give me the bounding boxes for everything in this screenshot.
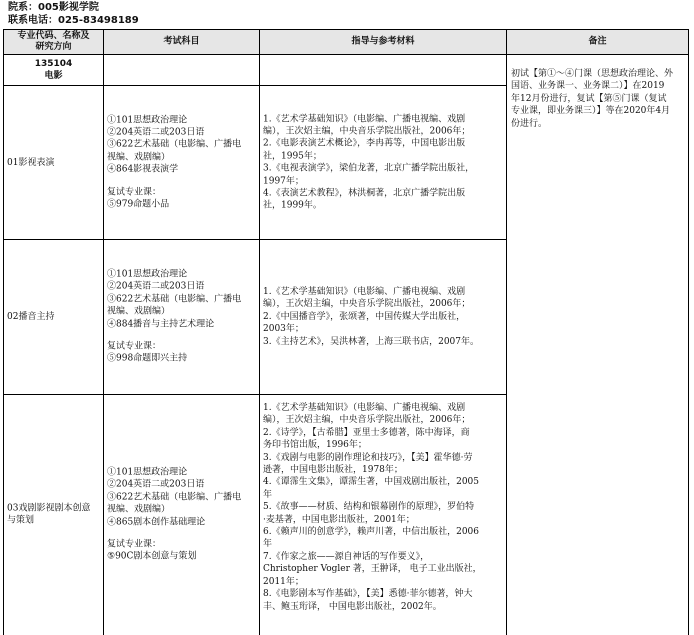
ref-line: 6.《赖声川的创意学》，赖声川著，中信出版社，2006 [263,527,479,538]
ref-line: 8.《电影剧本写作基础》，【美】悉德·菲尔德著，钟大 [263,589,473,600]
direction-03-name-cell [3,394,104,635]
ref-line: 2003年； [263,324,304,335]
subject-item: 视编、戏剧编） [107,152,171,163]
col-header-major-line1: 专业代码、名称及 [17,31,90,41]
ref-line: 年 [263,489,273,500]
col-header-major [3,29,104,55]
subject-item: 视编、戏剧编） [107,504,171,515]
ref-line: 年 [263,539,273,550]
ref-line: 丰、鲍玉珩译， 中国电影出版社，2002年。 [263,601,442,612]
major-code-cell [3,54,104,86]
major-refs-empty [259,54,507,86]
ref-line: 编），王次炤主编，中央音乐学院出版社，2006年； [263,299,471,310]
direction-01-name-cell [3,85,104,240]
direction-03-name-line1: 03戏剧影视剧本创意 [7,503,91,514]
col-header-remark [506,29,689,55]
ref-line: ·麦基著，中国电影出版社，2001年； [263,514,415,525]
subject-item: 视编、戏剧编） [107,306,171,317]
direction-03-refs-cell [259,394,507,635]
retest-label: 复试专业课： [107,187,162,198]
ref-line: 1.《艺术学基础知识》（电影编、广播电视编、戏剧 [263,286,466,297]
subject-item: ②204英语二或203日语 [107,281,205,292]
col-header-major-line2: 研究方向 [35,42,72,52]
direction-01-refs-cell [259,85,507,240]
ref-line: 1.《艺术学基础知识》（电影编、广播电视编、戏剧 [263,403,466,413]
retest-subject: ⑤998命题即兴主持 [107,354,188,365]
subject-item: ①101思想政治理论 [107,467,188,478]
retest-subject: ⑤979命题小品 [107,199,170,210]
subject-item: ④884播音与主持艺术理论 [107,319,215,330]
col-header-refs [259,29,507,55]
subject-item: ③622艺术基础（电影编、广播电 [107,294,242,305]
col-header-subjects [103,29,260,55]
ref-line: 2011年； [263,576,304,587]
major-name: 电影 [44,71,63,81]
major-subjects-empty [103,54,260,86]
ref-line: 2.《电影表演艺术概论》，李冉苒等，中国电影出版 [263,138,466,149]
ref-line: 编），王次炤主编，中央音乐学院出版社，2006年； [263,415,471,426]
ref-line: 1.《艺术学基础知识》（电影编、广播电视编、戏剧 [263,113,466,124]
phone-label: 联系电话：025-83498189 [8,15,139,26]
remark-line: 国语、业务课一、业务课二）】在2019 [511,81,665,92]
ref-line: 社，1999年。 [263,200,322,211]
ref-line: Christopher Vogler 著，王翀译， 电子工业出版社， [263,564,482,575]
direction-03-subjects-cell [103,394,260,635]
major-code: 135104 [34,59,73,69]
subject-item: ③622艺术基础（电影编、广播电 [107,492,242,503]
subject-item: ②204英语二或203日语 [107,127,205,138]
remark-line: 初试【第①～④门课（思想政治理论、外 [511,69,674,79]
ref-line: 社，1995年； [263,151,322,162]
subject-item: ①101思想政治理论 [107,115,188,126]
col-header-subjects-text: 考试科目 [163,36,200,47]
ref-line: 4.《谭霈生文集》，谭霈生著，中国戏剧出版社，2005 [263,477,479,488]
ref-line: 3.《电视表演学》，梁伯龙著，北京广播学院出版社， [263,163,475,174]
retest-subject: ⑤90C剧本创意与策划 [107,552,197,563]
ref-line: 逊著，中国电影出版社，1978年； [263,465,403,476]
remark-line: 专业课，即业务课三）】等在2020年4月 [511,106,671,117]
admission-table [3,29,689,635]
direction-02-subjects-cell [103,239,260,395]
subject-item: ②204英语二或203日语 [107,479,205,490]
direction-02-name-cell [3,239,104,395]
ref-line: 7.《作家之旅——源自神话的写作要义》， [263,551,430,562]
ref-line: 3.《戏剧与电影的剧作理论和技巧》，【美】霍华德·劳 [263,452,473,463]
col-header-remark-text: 备注 [588,36,607,47]
ref-line: 4.《表演艺术教程》，林洪桐著，北京广播学院出版 [263,188,466,199]
direction-01-subjects-cell [103,85,260,240]
subject-item: ④865剧本创作基础理论 [107,517,206,528]
ref-line: 编），王次炤主编，中央音乐学院出版社，2006年； [263,126,471,137]
remark-line: 份进行。 [511,118,548,129]
ref-line: 务印书馆出版，1996年； [263,440,367,451]
direction-02-refs-cell [259,239,507,395]
remark-cell [506,54,689,635]
subject-item: ③622艺术基础（电影编、广播电 [107,139,242,150]
college-label: 院系：005影视学院 [8,2,99,13]
col-header-refs-text: 指导与参考材料 [351,36,415,47]
remark-line: 年12月份进行，复试【第⑤门课（复试 [511,93,667,104]
subject-item: ①101思想政治理论 [107,269,188,280]
direction-01-name: 01影视表演 [7,157,55,168]
retest-label: 复试专业课： [107,539,162,550]
ref-line: 3.《主持艺术》，吴洪林著，上海三联书店，2007年。 [263,336,479,347]
direction-03-name-line2: 与策划 [7,516,35,526]
retest-label: 复试专业课： [107,341,162,352]
ref-line: 2.《诗学》，【古希腊】亚里士多德著，陈中海译，商 [263,427,470,438]
ref-line: 5.《故事——材质、结构和银幕剧作的原理》，罗伯特 [263,502,475,513]
direction-02-name: 02播音主持 [7,311,55,322]
ref-line: 2.《中国播音学》，张颂著，中国传媒大学出版社， [263,311,466,322]
ref-line: 1997年； [263,175,304,186]
subject-item: ④864影视表演学 [107,164,179,175]
